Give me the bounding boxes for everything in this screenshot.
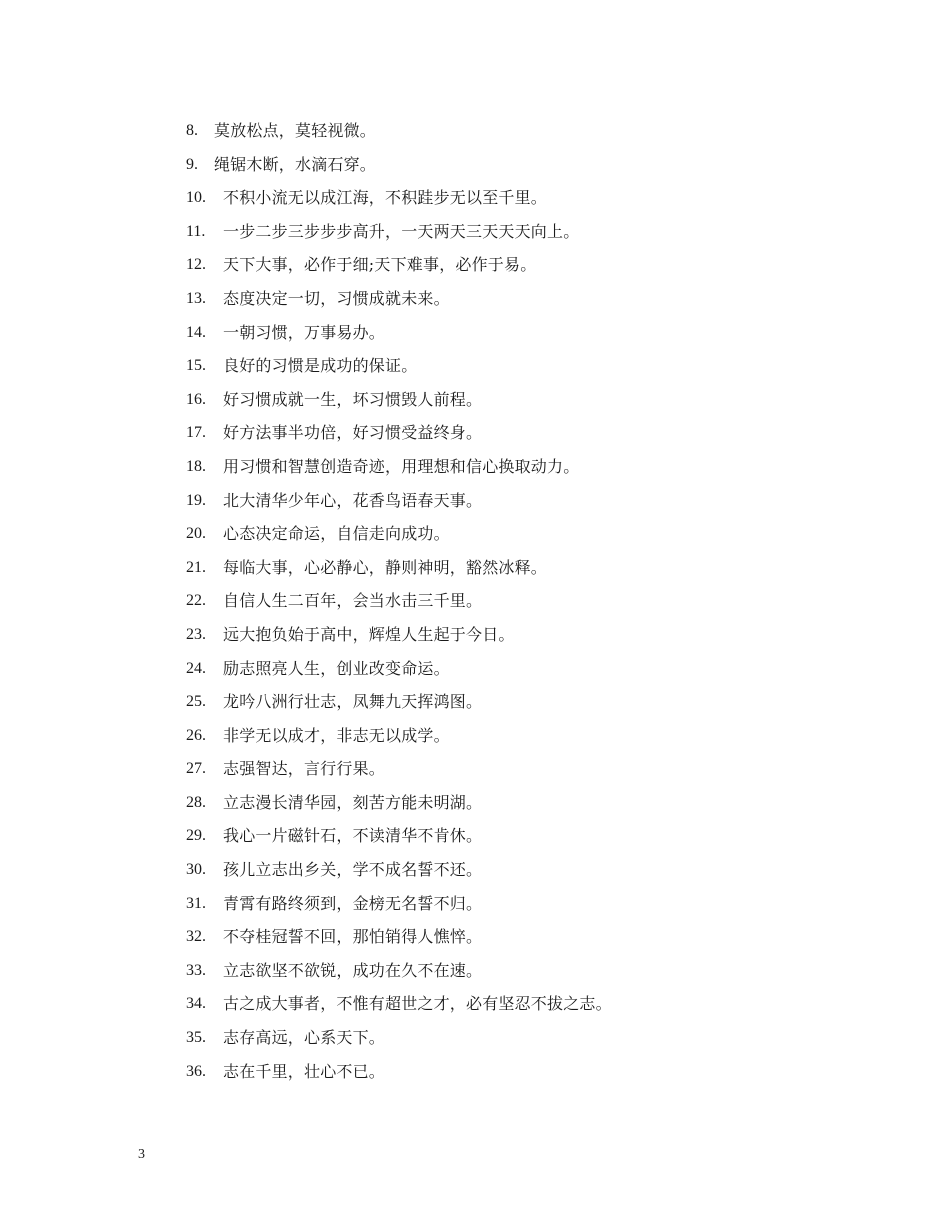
item-number: 31. [186,894,206,912]
item-text: 一朝习惯，万事易办。 [223,322,386,342]
item-number: 21. [186,558,206,576]
item-number: 20. [186,525,206,543]
list-item [186,386,612,420]
item-text: 龙吟八洲行壮志，凤舞九天挥鸿图。 [223,692,483,712]
item-number: 28. [186,793,206,811]
item-number: 13. [186,289,206,307]
list-item [186,789,612,823]
item-number: 9. [186,155,198,173]
item-number: 23. [186,625,206,643]
quote-list [186,117,612,1091]
list-item [186,352,612,386]
item-text: 青霄有路终须到，金榜无名誓不归。 [223,893,483,913]
item-number: 17. [186,424,206,442]
list-item [186,856,612,890]
list-item [186,688,612,722]
item-text: 志存高远，心系天下。 [223,1028,386,1048]
item-text: 志强智达，言行行果。 [223,759,386,779]
item-text: 励志照亮人生，创业改变命运。 [223,658,450,678]
item-text: 莫放松点，莫轻视微。 [214,121,377,140]
item-text: 远大抱负始于高中，辉煌人生起于今日。 [223,624,515,644]
list-item [186,520,612,554]
item-number: 16. [186,390,206,408]
item-text: 立志欲坚不欲锐，成功在久不在速。 [223,960,483,980]
item-number: 11. [186,222,206,240]
item-text: 良好的习惯是成功的保证。 [223,356,418,376]
item-number: 19. [186,491,206,509]
item-number: 12. [186,256,206,274]
list-item [186,890,612,924]
list-item [186,755,612,789]
item-number: 27. [186,760,206,778]
item-text: 立志漫长清华园，刻苦方能未明湖。 [223,792,483,812]
item-number: 15. [186,357,206,375]
list-item [186,990,612,1024]
item-text: 我心一片磁针石，不读清华不肯休。 [223,826,483,846]
list-item [186,957,612,991]
item-text: 一步二步三步步步高升，一天两天三天天天向上。 [223,221,580,241]
item-text: 好习惯成就一生，坏习惯毁人前程。 [223,389,483,409]
item-text: 不夺桂冠誓不回，那怕销得人憔悴。 [223,927,483,947]
item-text: 天下大事，必作于细;天下难事，必作于易。 [223,255,537,275]
item-text: 不积小流无以成江海，不积跬步无以至千里。 [223,188,548,208]
list-item [186,419,612,453]
item-number: 14. [186,323,206,341]
list-item [186,453,612,487]
item-text: 北大清华少年心，花香鸟语春天事。 [223,490,483,510]
list-item [186,722,612,756]
list-item [186,655,612,689]
item-number: 18. [186,457,206,475]
list-item [186,554,612,588]
list-item [186,151,612,185]
item-text: 绳锯木断，水滴石穿。 [214,154,377,174]
list-item [186,285,612,319]
list-item [186,319,612,353]
item-text: 好方法事半功倍，好习惯受益终身。 [223,423,483,443]
item-text: 自信人生二百年，会当水击三千里。 [223,591,483,611]
item-number: 36. [186,1062,206,1080]
item-text: 古之成大事者，不惟有超世之才，必有坚忍不拔之志。 [223,994,612,1014]
item-number: 10. [186,189,206,207]
item-number: 22. [186,592,206,610]
item-number: 29. [186,827,206,845]
list-item [186,587,612,621]
list-item [186,117,612,151]
item-number: 30. [186,861,206,879]
item-text: 态度决定一切，习惯成就未来。 [223,288,450,308]
list-item [186,218,612,252]
list-item [186,251,612,285]
item-number: 8. [186,122,198,139]
list-item [186,1024,612,1058]
item-text: 心态决定命运，自信走向成功。 [223,524,450,544]
list-item [186,822,612,856]
item-number: 33. [186,961,206,979]
list-item [186,923,612,957]
item-text: 用习惯和智慧创造奇迹，用理想和信心换取动力。 [223,456,580,476]
list-item [186,621,612,655]
item-text: 每临大事，心必静心，静则神明，豁然冰释。 [223,557,548,577]
item-text: 孩儿立志出乡关，学不成名誓不还。 [223,860,483,880]
list-item [186,1058,612,1092]
item-number: 34. [186,995,206,1013]
item-text: 非学无以成才，非志无以成学。 [223,725,450,745]
item-number: 35. [186,1029,206,1047]
item-number: 26. [186,726,206,744]
list-item [186,487,612,521]
item-number: 24. [186,659,206,677]
page-number: 3 [138,1147,145,1162]
list-item [186,184,612,218]
item-number: 25. [186,693,206,711]
item-text: 志在千里，壮心不已。 [223,1061,386,1081]
item-number: 32. [186,928,206,946]
